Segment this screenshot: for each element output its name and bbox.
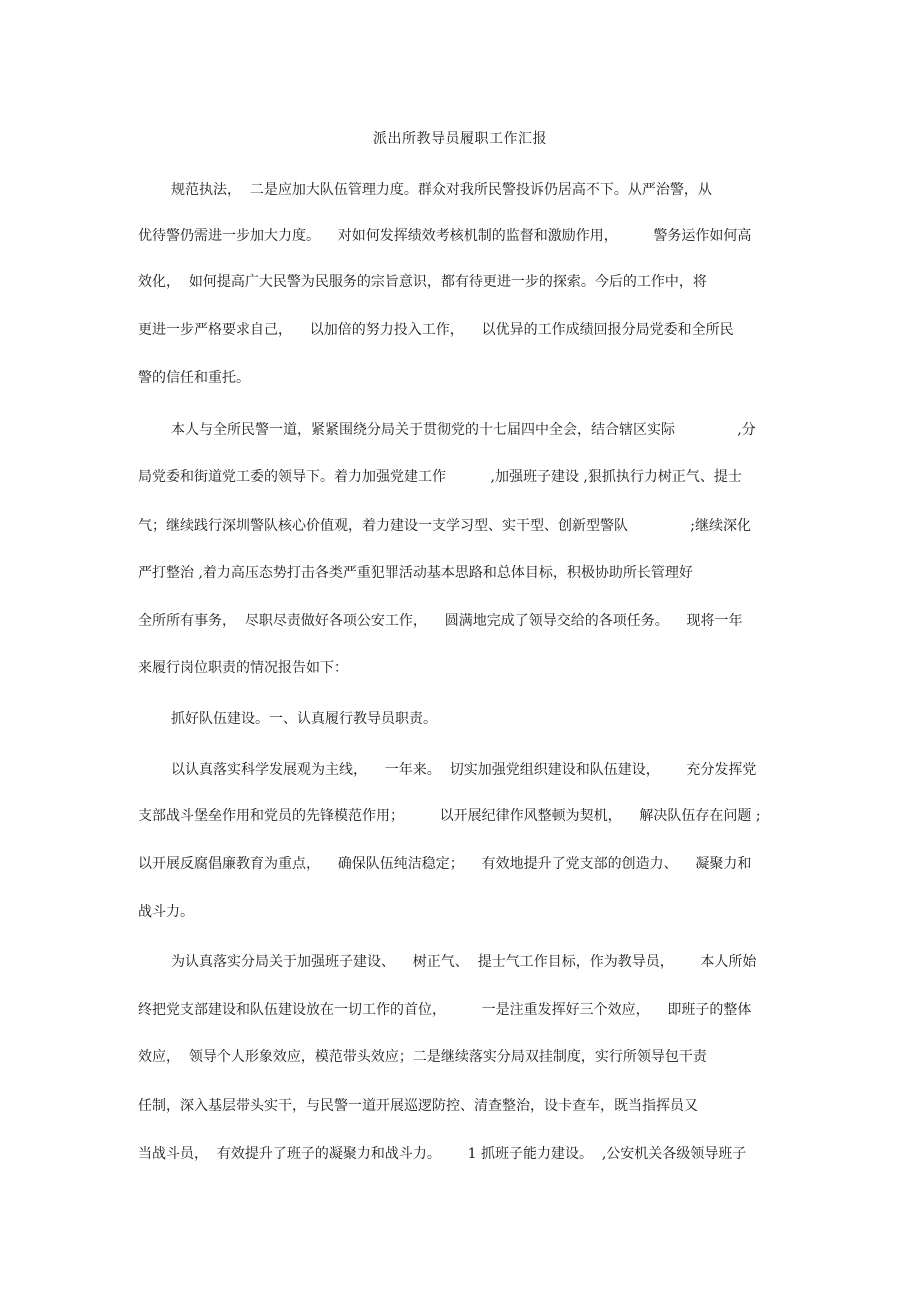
text-line: 以认真落实科学发展观为主线， 一年来。 切实加强党组织建设和队伍建设， 充分发挥党	[171, 762, 757, 778]
text-line: 优待警仍需进一步加大力度。 对如何发挥绩效考核机制的监督和激励作用， 警务运作如何高	[138, 228, 752, 244]
text-line: 警的信任和重托。	[138, 370, 250, 386]
text-line: 严打整治 ,着力高压态势打击各类严重犯罪活动基本思路和总体目标，积极协助所长管理好	[138, 565, 693, 581]
section-heading: 抓好队伍建设。一、认真履行教导员职责。	[171, 711, 437, 727]
text-line: 局党委和街道党工委的领导下。着力加强党建工作 ,加强班子建设 ,狠抓执行力树正气、提士	[138, 469, 742, 485]
text-line: 来履行岗位职责的情况报告如下：	[138, 660, 348, 676]
text-line: 规范执法， 二是应加大队伍管理力度。群众对我所民警投诉仍居高不下。从严治警，从	[171, 182, 712, 198]
text-line: 任制，深入基层带头实干，与民警一道开展巡逻防控、清查整治，设卡查车，既当指挥员又	[138, 1098, 698, 1114]
text-line: 效应， 领导个人形象效应，模范带头效应；二是继续落实分局双挂制度，实行所领导包干责	[138, 1049, 707, 1065]
text-line: 效化， 如何提高广大民警为民服务的宗旨意识，都有待更进一步的探索。今后的工作中，将	[138, 274, 707, 290]
text-line: 为认真落实分局关于加强班子建设、 树正气、 提士气工作目标，作为教导员， 本人所始	[171, 954, 757, 970]
text-line: 气；继续践行深圳警队核心价值观，着力建设一支学习型、实干型、创新型警队 ;继续深化	[138, 518, 752, 534]
text-line: 支部战斗堡垒作用和党员的先锋模范作用； 以开展纪律作风整顿为契机， 解决队伍存在问题 ;	[138, 808, 761, 824]
text-line: 更进一步严格要求自己， 以加倍的努力投入工作， 以优异的工作成绩回报分局党委和全所民	[138, 322, 734, 338]
page-title: 派出所教导员履职工作汇报	[373, 131, 547, 147]
text-line: 战斗力。	[138, 904, 194, 920]
text-line: 以开展反腐倡廉教育为重点， 确保队伍纯洁稳定； 有效地提升了党支部的创造力、 凝聚力和	[138, 856, 752, 872]
text-line: 当战斗员， 有效提升了班子的凝聚力和战斗力。 1 抓班子能力建设。 ,公安机关各级领导班子	[138, 1146, 747, 1162]
text-line: 终把党支部建设和队伍建设放在一切工作的首位， 一是注重发挥好三个效应， 即班子的整体	[138, 1002, 752, 1018]
text-line: 本人与全所民警一道，紧紧围绕分局关于贯彻党的十七届四中全会，结合辖区实际 ,分	[171, 422, 756, 438]
text-line: 全所所有事务， 尽职尽责做好各项公安工作， 圆满地完成了领导交给的各项任务。 现将一年	[138, 613, 743, 629]
